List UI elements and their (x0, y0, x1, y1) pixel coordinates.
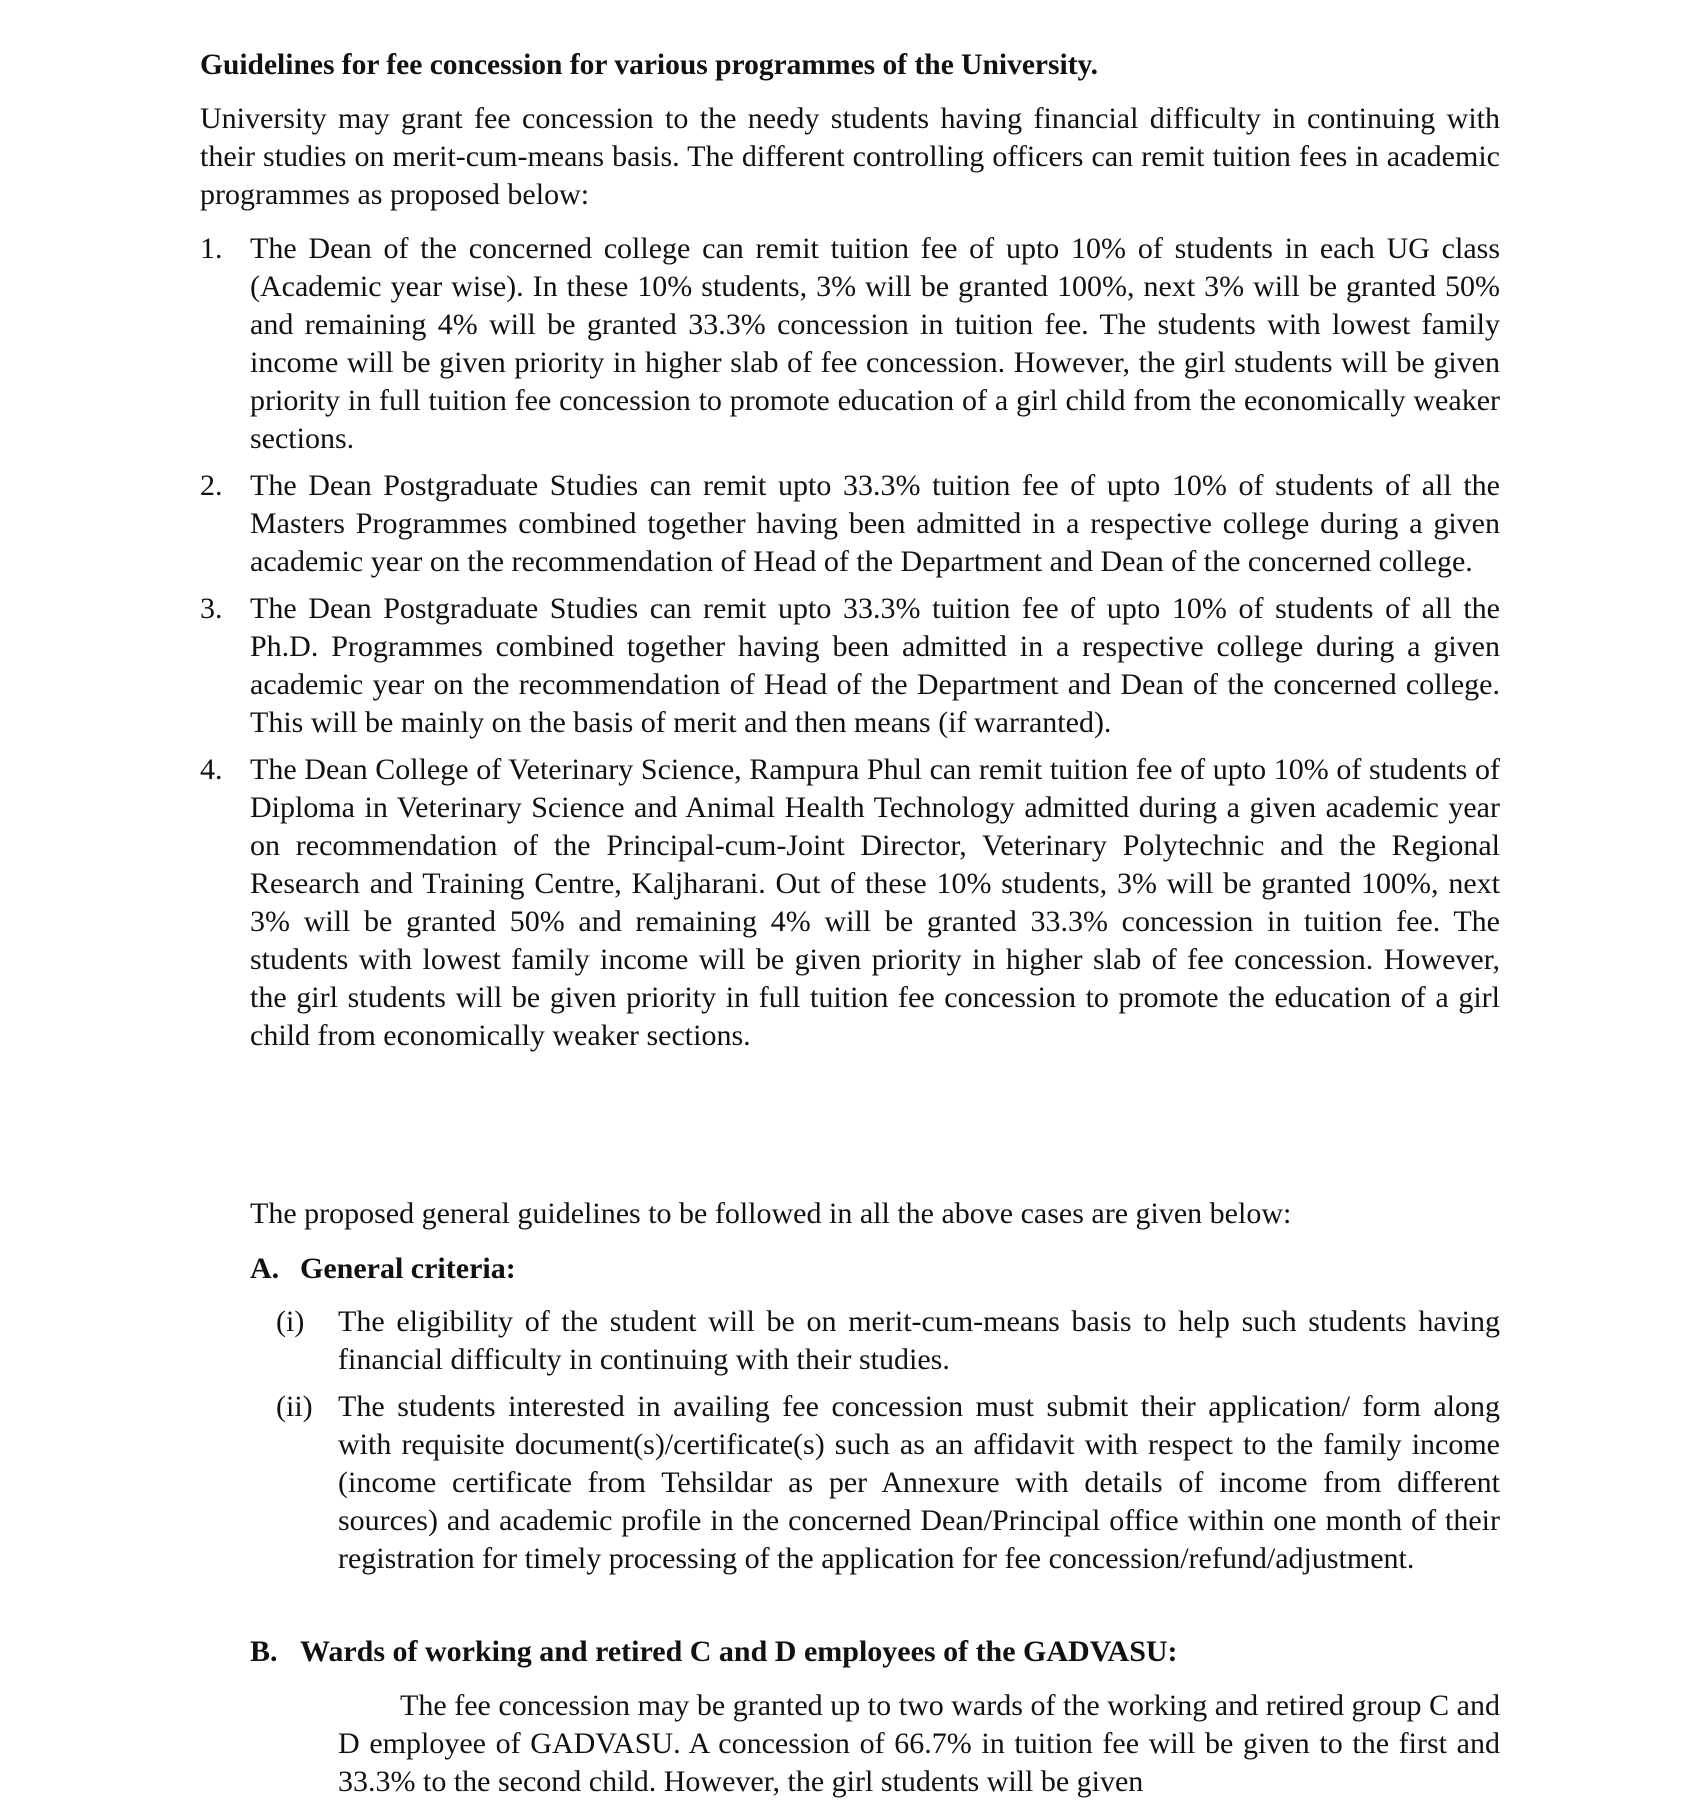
list-item (200, 751, 1500, 1055)
list-item (276, 1388, 1500, 1578)
page-title: Guidelines for fee concession for various programmes of the University. (200, 49, 1099, 81)
numbered-list (200, 230, 1500, 1064)
list-item (200, 590, 1500, 742)
list-item (200, 230, 1500, 458)
section-a-title: General criteria: (300, 1252, 516, 1285)
list-item-text: The Dean College of Veterinary Science, Rampura Phul can remit tuition fee of upto 10% of students of Diploma in Veterinary Science and Animal Health Technology admitted during a given academic year on recommendation of the Principal-cum-Joint Director, Veterinary Polytechnic and the Regional Research and Training Centre, Kaljharani. Out of these 10% students, 3% will be granted 100%, next 3% will be granted 50% and remaining 4% will be granted 33.3% concession in tuition fee. The students with lowest family income will be given priority in higher slab of fee concession. However, the girl students will be given priority in full tuition fee concession to promote the education of a girl child from economically weaker sections. (250, 753, 1500, 1052)
list-number: 1. (200, 232, 223, 265)
list-item-text: The eligibility of the student will be on merit-cum-means basis to help such students having financial difficulty in continuing with their studies. (338, 1305, 1500, 1376)
list-number: 3. (200, 592, 223, 625)
list-item-text: The Dean Postgraduate Studies can remit upto 33.3% tuition fee of upto 10% of students of all the Masters Programmes combined together having been admitted in a respective college during a given academic year on the recommendation of Head of the Department and Dean of the concerned college. (250, 469, 1500, 578)
list-number: 4. (200, 753, 223, 786)
section-b-heading (250, 1633, 1500, 1671)
list-item (200, 467, 1500, 581)
section-b-label: B. (250, 1635, 278, 1668)
list-item-text: The Dean of the concerned college can remit tuition fee of upto 10% of students in each UG class (Academic year wise). In these 10% students, 3% will be granted 100%, next 3% will be granted 50% and remaining 4% will be granted 33.3% concession in tuition fee. The students with lowest family income will be given priority in higher slab of fee concession. However, the girl students will be given priority in full tuition fee concession to promote education of a girl child from the economically weaker sections. (250, 232, 1500, 455)
list-item-text: The students interested in availing fee concession must submit their application/ form along with requisite document(s)/certificate(s) such as an affidavit with respect to the family income (income certificate from Tehsildar as per Annexure with details of income from different sources) and academic profile in the concerned Dean/Principal office within one month of their registration for timely processing of the application for fee concession/refund/adjustment. (338, 1390, 1500, 1575)
section-b-paragraph: The fee concession may be granted up to two wards of the working and retired group C and D employee of GADVASU. A concession of 66.7% in tuition fee will be given to the first and 33.3% to the second child. However, the girl students will be given (338, 1689, 1500, 1798)
list-number: (ii) (276, 1390, 313, 1423)
section-b-title: Wards of working and retired C and D employees of the GADVASU: (300, 1635, 1178, 1668)
intro-paragraph: University may grant fee concession to the needy students having financial difficulty in continuing with their studies on merit-cum-means basis. The different controlling officers can remit tuition fees in academic programmes as proposed below: (200, 102, 1500, 211)
section-a-heading (250, 1250, 1500, 1288)
section-a-list (276, 1303, 1500, 1587)
list-number: (i) (276, 1305, 305, 1338)
general-guidelines-intro: The proposed general guidelines to be followed in all the above cases are given below: (250, 1197, 1292, 1230)
list-number: 2. (200, 469, 223, 502)
list-item-text: The Dean Postgraduate Studies can remit upto 33.3% tuition fee of upto 10% of students of all the Ph.D. Programmes combined together having been admitted in a respective college during a given academic year on the recommendation of Head of the Department and Dean of the concerned college. This will be mainly on the basis of merit and then means (if warranted). (250, 592, 1500, 739)
section-a-label: A. (250, 1252, 280, 1285)
list-item (276, 1303, 1500, 1379)
